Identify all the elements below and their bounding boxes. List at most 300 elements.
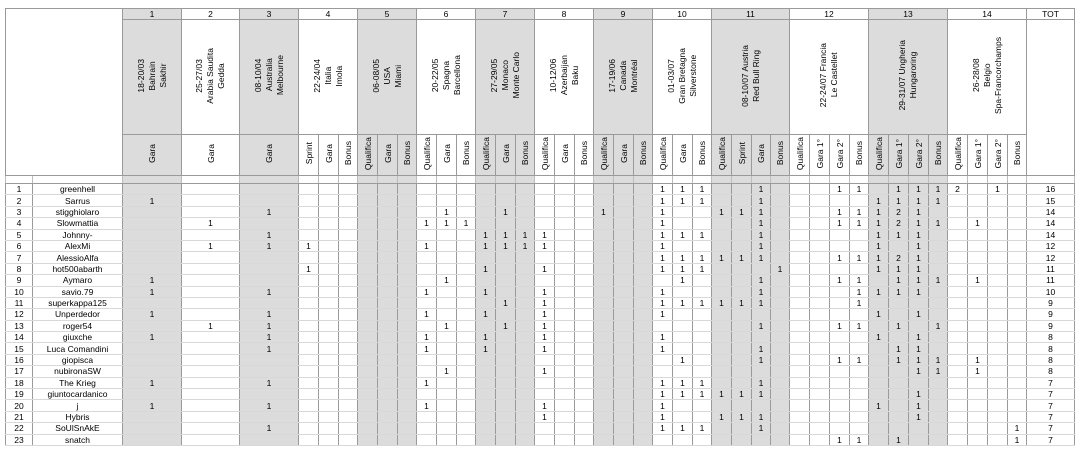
score-cell (948, 195, 968, 206)
player-name: Slowmattia (33, 218, 123, 229)
race-info-line: Canada (617, 60, 628, 91)
score-cell (988, 354, 1008, 365)
position-cell: 16 (6, 354, 33, 365)
score-cell (988, 286, 1008, 297)
total-cell: 7 (1027, 434, 1075, 445)
score-cell: 1 (653, 332, 673, 343)
score-cell (830, 343, 850, 354)
score-cell (417, 297, 437, 308)
score-cell (535, 252, 555, 263)
score-cell (378, 218, 398, 229)
score-cell (358, 195, 378, 206)
score-cell (673, 343, 693, 354)
score-cell (790, 206, 810, 217)
score-cell (752, 263, 771, 274)
race-number: 3 (240, 9, 299, 20)
session-type (771, 135, 790, 176)
score-cell (457, 286, 476, 297)
score-cell (339, 309, 358, 320)
session-type-label: Gara 1° (972, 138, 983, 169)
score-cell (299, 320, 319, 331)
score-cell: 1 (417, 240, 437, 251)
score-cell (123, 252, 182, 263)
score-cell (575, 423, 594, 434)
score-cell: 1 (752, 252, 771, 263)
score-cell: 1 (830, 320, 850, 331)
score-cell (771, 411, 790, 422)
score-cell (319, 195, 339, 206)
race-info (299, 20, 358, 135)
score-cell (516, 263, 535, 274)
score-cell (240, 263, 299, 274)
table-row (6, 229, 1075, 240)
score-cell (732, 286, 752, 297)
race-number: 4 (299, 9, 358, 20)
score-cell (869, 297, 889, 308)
session-type-label: Gara (677, 144, 688, 163)
session-type-label: Qualifica (539, 136, 550, 171)
score-cell: 1 (653, 309, 673, 320)
score-cell (810, 263, 830, 274)
race-info-line: Melbourne (274, 55, 285, 96)
score-cell (378, 297, 398, 308)
score-cell (810, 229, 830, 240)
score-cell (339, 411, 358, 422)
score-cell (830, 263, 850, 274)
session-type (693, 135, 712, 176)
race-info-line: Barcellona (451, 55, 462, 96)
score-cell (555, 218, 575, 229)
score-cell (476, 400, 496, 411)
table-row (6, 252, 1075, 263)
spacer-cell (299, 176, 319, 184)
score-cell (496, 366, 516, 377)
session-type (417, 135, 437, 176)
score-cell (968, 320, 988, 331)
score-cell (712, 332, 732, 343)
score-cell: 1 (437, 366, 457, 377)
session-type-label: Gara 1° (893, 138, 904, 169)
score-cell (516, 206, 535, 217)
score-cell (398, 184, 417, 195)
score-cell: 1 (889, 195, 909, 206)
score-cell (634, 206, 653, 217)
score-cell (417, 434, 437, 445)
score-cell (457, 206, 476, 217)
score-cell (437, 354, 457, 365)
score-cell (988, 377, 1008, 388)
score-cell: 1 (693, 252, 712, 263)
score-cell (437, 434, 457, 445)
score-cell (968, 411, 988, 422)
score-cell (712, 400, 732, 411)
score-cell (358, 297, 378, 308)
score-cell (299, 297, 319, 308)
race-number-row (6, 9, 1075, 20)
score-cell (673, 286, 693, 297)
race-info-line: 08-10/04 (252, 58, 263, 93)
player-name: j (33, 400, 123, 411)
score-cell (575, 332, 594, 343)
score-cell (1008, 263, 1027, 274)
score-cell (339, 354, 358, 365)
score-cell (358, 423, 378, 434)
score-cell: 1 (673, 389, 693, 400)
score-cell (929, 297, 948, 308)
score-cell (594, 366, 614, 377)
session-type-label: Bonus (1012, 141, 1022, 166)
score-cell (299, 195, 319, 206)
score-cell: 1 (830, 218, 850, 229)
score-cell (732, 343, 752, 354)
total-cell: 7 (1027, 423, 1075, 434)
session-type (673, 135, 693, 176)
score-cell (889, 366, 909, 377)
score-cell (182, 377, 240, 388)
score-cell: 1 (673, 377, 693, 388)
score-cell: 1 (240, 309, 299, 320)
table-row (6, 320, 1075, 331)
score-cell (752, 434, 771, 445)
score-cell: 1 (693, 195, 712, 206)
session-type-label: Gara 1° (814, 138, 825, 169)
session-type (358, 135, 378, 176)
score-cell (693, 411, 712, 422)
score-cell: 2 (889, 206, 909, 217)
score-cell (339, 240, 358, 251)
total-cell: 16 (1027, 184, 1075, 195)
position-cell: 15 (6, 343, 33, 354)
table-row (6, 423, 1075, 434)
score-cell: 1 (929, 366, 948, 377)
score-cell (988, 389, 1008, 400)
score-cell: 1 (909, 332, 929, 343)
player-name: AlessioAlfa (33, 252, 123, 263)
session-type (476, 135, 496, 176)
score-cell (398, 320, 417, 331)
race-info-line: Imola (333, 65, 344, 86)
score-cell (869, 389, 889, 400)
score-cell (988, 343, 1008, 354)
score-cell (535, 195, 555, 206)
session-type (123, 135, 182, 176)
player-name: giuxche (33, 332, 123, 343)
score-cell (398, 206, 417, 217)
score-cell (339, 184, 358, 195)
spacer-cell (457, 176, 476, 184)
score-cell: 1 (752, 377, 771, 388)
score-cell (712, 434, 732, 445)
score-cell (850, 263, 869, 274)
score-cell: 1 (752, 354, 771, 365)
score-cell: 1 (929, 195, 948, 206)
race-info (476, 20, 535, 135)
table-row (6, 218, 1075, 229)
position-cell: 4 (6, 218, 33, 229)
spacer-cell (319, 176, 339, 184)
score-cell (378, 343, 398, 354)
score-cell (1008, 411, 1027, 422)
score-cell: 1 (850, 354, 869, 365)
score-cell: 1 (496, 320, 516, 331)
session-type-label: Qualifica (421, 136, 432, 171)
score-cell: 1 (535, 332, 555, 343)
player-name: Luca Comandini (33, 343, 123, 354)
score-cell (850, 195, 869, 206)
score-cell (653, 354, 673, 365)
spacer-cell (614, 176, 634, 184)
score-cell (594, 184, 614, 195)
score-cell (398, 377, 417, 388)
score-cell (417, 229, 437, 240)
score-cell (319, 263, 339, 274)
score-cell (555, 320, 575, 331)
score-cell (358, 411, 378, 422)
score-cell (299, 229, 319, 240)
score-cell (634, 309, 653, 320)
score-cell (830, 229, 850, 240)
score-cell (358, 240, 378, 251)
score-cell (555, 195, 575, 206)
position-cell: 2 (6, 195, 33, 206)
score-cell (457, 434, 476, 445)
score-cell (810, 184, 830, 195)
score-cell (476, 195, 496, 206)
score-cell (240, 184, 299, 195)
score-cell (968, 377, 988, 388)
player-name: snatch (33, 434, 123, 445)
race-info-line: Belgio (981, 63, 992, 88)
position-cell: 21 (6, 411, 33, 422)
score-cell (319, 206, 339, 217)
score-cell (594, 389, 614, 400)
score-cell (417, 206, 437, 217)
score-cell: 1 (889, 263, 909, 274)
score-cell (339, 286, 358, 297)
score-cell (575, 218, 594, 229)
score-cell (948, 218, 968, 229)
score-cell (810, 206, 830, 217)
score-cell (614, 184, 634, 195)
race-info-text (253, 55, 286, 95)
score-cell: 1 (889, 275, 909, 286)
table-row (6, 354, 1075, 365)
score-cell: 1 (909, 252, 929, 263)
score-cell (555, 377, 575, 388)
score-cell (712, 229, 732, 240)
score-cell (299, 377, 319, 388)
score-cell (437, 252, 457, 263)
score-cell (771, 389, 790, 400)
score-cell (437, 343, 457, 354)
score-cell (929, 434, 948, 445)
session-type (850, 135, 869, 176)
score-cell (358, 184, 378, 195)
score-cell (457, 320, 476, 331)
score-cell (869, 423, 889, 434)
score-cell: 1 (299, 240, 319, 251)
score-cell: 1 (909, 400, 929, 411)
score-cell (319, 286, 339, 297)
session-type-label: Gara (500, 144, 511, 163)
spacer-cell (123, 176, 182, 184)
score-cell (712, 218, 732, 229)
score-cell: 1 (653, 400, 673, 411)
position-cell: 9 (6, 275, 33, 286)
score-cell (240, 354, 299, 365)
score-cell: 1 (869, 206, 889, 217)
score-cell (673, 366, 693, 377)
score-cell (1008, 389, 1027, 400)
score-cell: 1 (476, 286, 496, 297)
score-cell (457, 354, 476, 365)
score-cell (516, 286, 535, 297)
session-type-label: Gara (323, 144, 334, 163)
table-row (6, 343, 1075, 354)
score-cell: 1 (869, 252, 889, 263)
score-cell (182, 184, 240, 195)
race-info-text (818, 43, 840, 107)
score-cell (496, 286, 516, 297)
score-cell (948, 332, 968, 343)
score-cell (1008, 366, 1027, 377)
score-cell (909, 423, 929, 434)
score-cell (555, 343, 575, 354)
score-cell: 1 (417, 309, 437, 320)
score-cell (869, 366, 889, 377)
score-cell (634, 275, 653, 286)
score-cell (575, 252, 594, 263)
score-cell (358, 400, 378, 411)
session-type-label: Gara 2° (913, 138, 924, 169)
score-cell (790, 320, 810, 331)
score-cell (1008, 184, 1027, 195)
spacer-row (6, 176, 1075, 184)
session-type-label: Gara (618, 144, 629, 163)
score-cell: 1 (889, 343, 909, 354)
score-cell (358, 263, 378, 274)
race-number: 9 (594, 9, 653, 20)
score-cell (398, 389, 417, 400)
score-cell: 1 (476, 343, 496, 354)
score-cell (457, 275, 476, 286)
position-cell: 7 (6, 252, 33, 263)
spacer-cell (240, 176, 299, 184)
score-cell: 1 (889, 229, 909, 240)
score-cell (457, 309, 476, 320)
race-info (240, 20, 299, 135)
score-cell (182, 423, 240, 434)
table-row (6, 184, 1075, 195)
score-cell (614, 252, 634, 263)
score-cell (909, 377, 929, 388)
score-cell: 1 (869, 263, 889, 274)
score-cell (575, 240, 594, 251)
score-cell (968, 389, 988, 400)
score-cell (634, 354, 653, 365)
score-cell (437, 400, 457, 411)
score-cell (182, 286, 240, 297)
score-cell (496, 309, 516, 320)
score-cell: 1 (850, 275, 869, 286)
spacer-cell (712, 176, 732, 184)
score-cell (594, 286, 614, 297)
score-cell (634, 411, 653, 422)
score-cell (712, 423, 732, 434)
score-cell (378, 366, 398, 377)
score-cell (790, 354, 810, 365)
score-cell (712, 240, 732, 251)
race-info-text (489, 52, 522, 98)
score-cell (634, 434, 653, 445)
score-cell: 1 (496, 240, 516, 251)
score-cell (535, 218, 555, 229)
score-cell (790, 229, 810, 240)
score-cell (594, 343, 614, 354)
score-cell: 1 (869, 195, 889, 206)
score-cell (830, 309, 850, 320)
score-cell (378, 275, 398, 286)
race-number: 11 (712, 9, 790, 20)
score-cell (850, 389, 869, 400)
score-cell (732, 354, 752, 365)
session-type (535, 135, 555, 176)
score-cell: 1 (437, 275, 457, 286)
score-cell (516, 184, 535, 195)
score-cell (182, 297, 240, 308)
spacer-cell (1027, 176, 1075, 184)
score-cell (182, 411, 240, 422)
session-type-label: Gara (264, 144, 274, 163)
score-cell: 1 (752, 206, 771, 217)
score-cell (398, 411, 417, 422)
score-cell (830, 195, 850, 206)
score-cell (909, 434, 929, 445)
score-cell (417, 275, 437, 286)
spacer-cell (889, 176, 909, 184)
score-cell: 1 (752, 229, 771, 240)
score-cell (182, 400, 240, 411)
score-cell (319, 275, 339, 286)
score-cell (929, 377, 948, 388)
score-cell (732, 240, 752, 251)
score-cell: 1 (752, 297, 771, 308)
score-cell (182, 332, 240, 343)
score-cell (948, 400, 968, 411)
score-cell: 1 (732, 206, 752, 217)
score-cell (790, 263, 810, 274)
spacer-cell (358, 176, 378, 184)
score-cell (673, 434, 693, 445)
score-cell (123, 240, 182, 251)
score-cell (634, 252, 653, 263)
score-cell (319, 297, 339, 308)
score-cell (968, 240, 988, 251)
spacer-cell (516, 176, 535, 184)
score-cell (496, 275, 516, 286)
score-cell (653, 275, 673, 286)
score-cell: 1 (535, 320, 555, 331)
session-type-label: Qualifica (716, 136, 727, 171)
session-type-label: Qualifica (598, 136, 609, 171)
race-info (182, 20, 240, 135)
race-info-line: 18-20/03 (135, 58, 146, 93)
score-cell: 1 (594, 206, 614, 217)
score-cell (457, 252, 476, 263)
score-cell: 1 (771, 263, 790, 274)
score-cell (398, 400, 417, 411)
score-cell (358, 229, 378, 240)
